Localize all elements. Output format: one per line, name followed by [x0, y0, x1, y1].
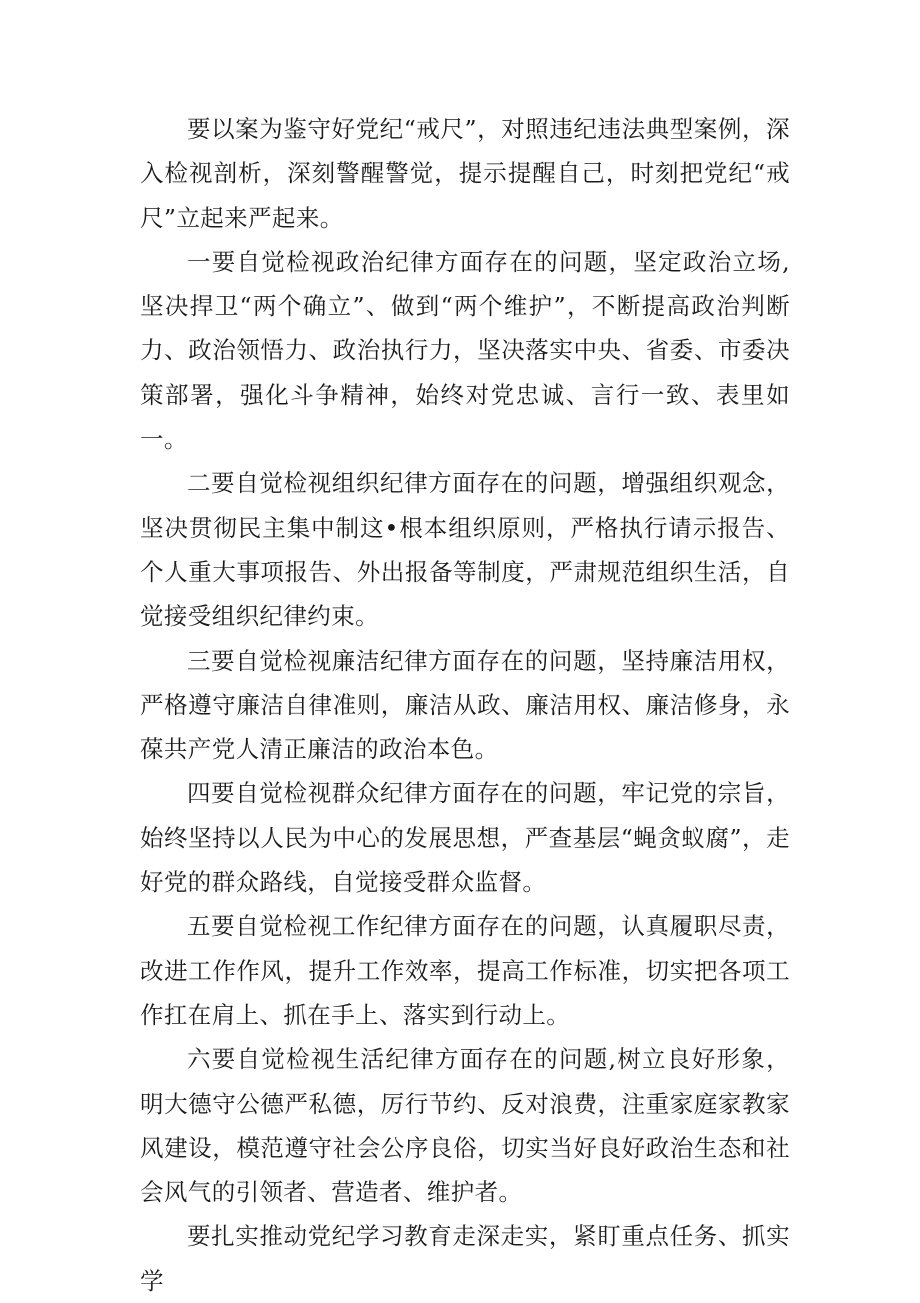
- document-body: [140, 107, 790, 1303]
- paragraph-intro: 要以案为鉴守好党纪“戒尺”，对照违纪违法典型案例，深入检视剖析，深刻警醒警觉，提示提醒自己，时刻把党纪“戒尺”立起来严起来。: [140, 115, 790, 232]
- paragraph-conclusion: 要扎实推动党纪学习教育走深走实，紧盯重点任务、抓实学: [140, 1222, 790, 1295]
- paragraph-work-discipline: 五要自觉检视工作纪律方面存在的问题，认真履职尽责，改进工作作风，提升工作效率，提高工作标准，切实把各项工作扛在肩上、抓在手上、落实到行动上。: [140, 912, 790, 1029]
- paragraph-life-discipline: 六要自觉检视生活纪律方面存在的问题,树立良好形象，明大德守公德严私德，厉行节约、反对浪费，注重家庭家教家风建设，模范遵守社会公序良俗，切实当好良好政治生态和社会风气的引领者、营造者、维护者。: [140, 1045, 790, 1207]
- paragraph-integrity-discipline: 三要自觉检视廉洁纪律方面存在的问题，坚持廉洁用权，严格遵守廉洁自律准则，廉洁从政、廉洁用权、廉洁修身，永葆共产党人清正廉洁的政治本色。: [140, 646, 790, 764]
- paragraph-organizational-discipline: 二要自觉检视组织纪律方面存在的问题，增强组织观念，坚决贯彻民主集中制这•根本组织原则，严格执行请示报告、个人重大事项报告、外出报备等制度，严肃规范组织生活，自觉接受组织纪律约束。: [140, 469, 790, 631]
- paragraph-mass-discipline: 四要自觉检视群众纪律方面存在的问题，牢记党的宗旨，始终坚持以人民为中心的发展思想，严查基层“蝇贪蚁腐”，走好党的群众路线，自觉接受群众监督。: [140, 779, 790, 897]
- paragraph-political-discipline: 一要自觉检视政治纪律方面存在的问题，坚定政治立场,坚决捍卫“两个确立”、做到“两个维护”，不断提高政治判断力、政治领悟力、政治执行力，坚决落实中央、省委、市委决策部署，强化斗争精神，始终对党忠诚、言行一致、表里如一。: [140, 247, 790, 454]
